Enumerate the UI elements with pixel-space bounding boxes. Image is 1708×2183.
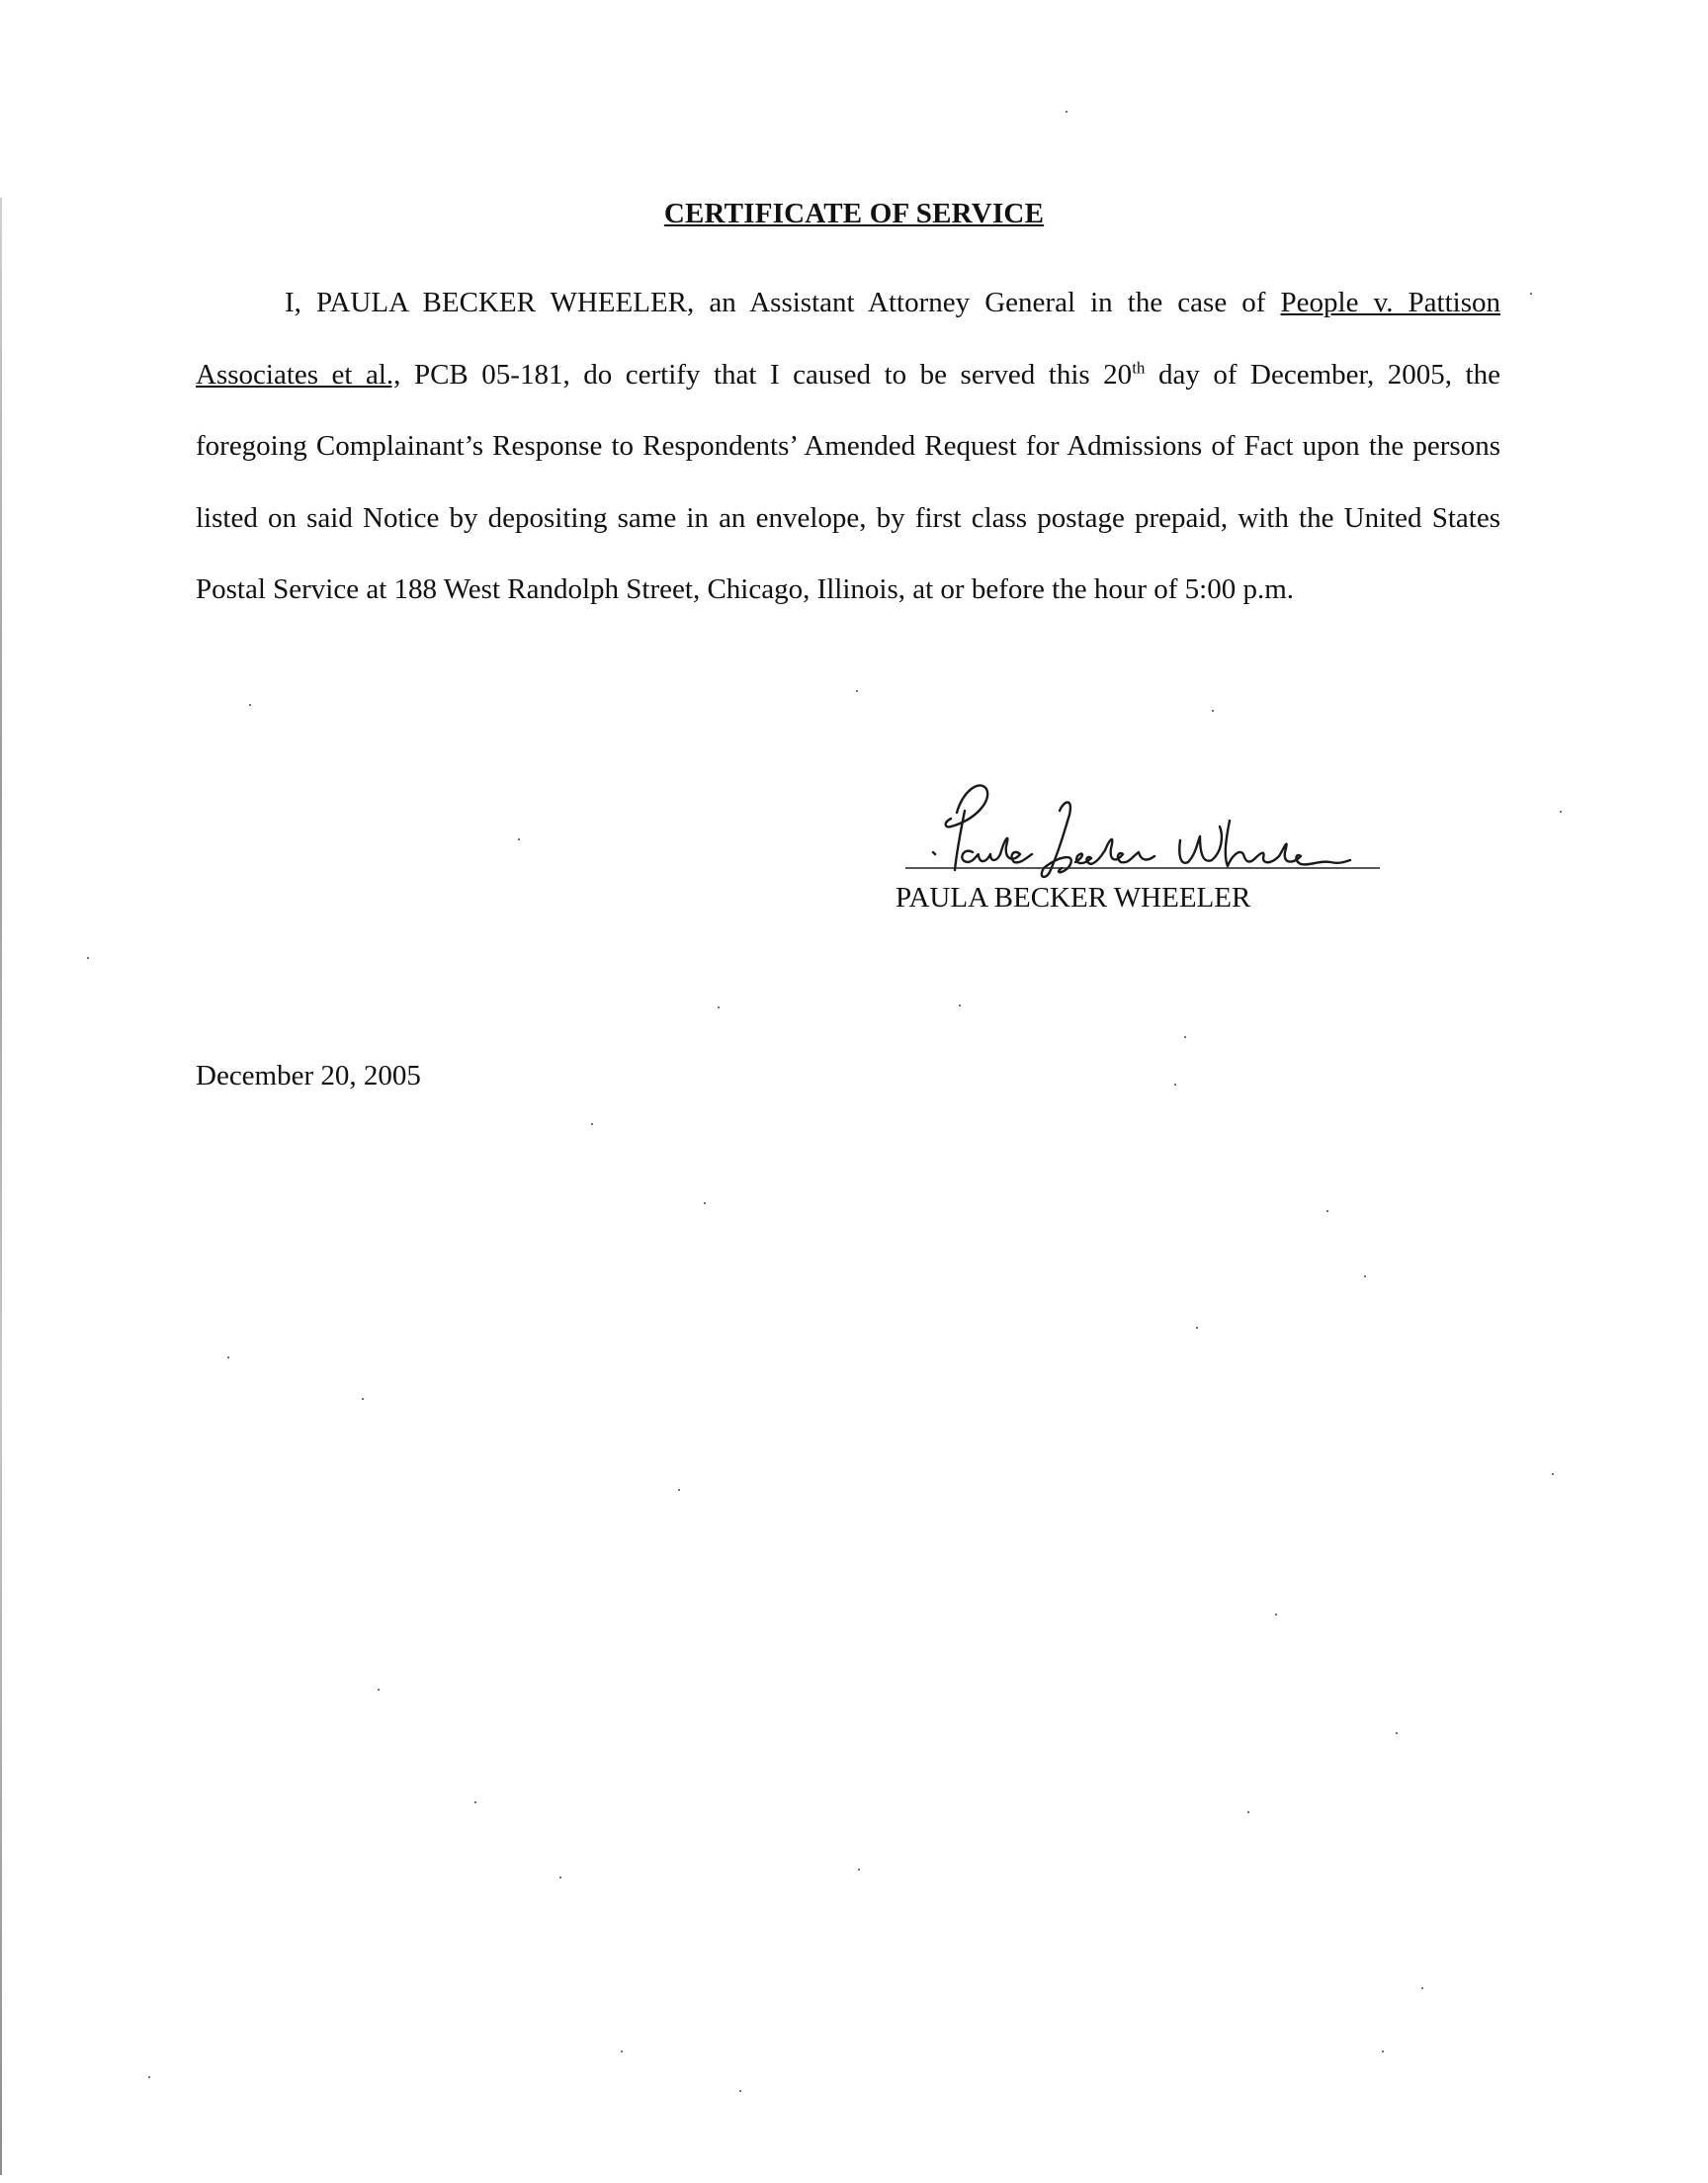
certificate-title: CERTIFICATE OF SERVICE (663, 198, 1045, 229)
scan-speck (591, 1123, 593, 1125)
case-name: People v. Pattison Associates et al., (196, 287, 1500, 391)
scan-speck (1552, 1473, 1554, 1475)
scan-speck (678, 1489, 680, 1491)
scan-speck (1421, 1987, 1423, 1989)
scan-speck (362, 1398, 364, 1400)
scan-speck (148, 2076, 150, 2078)
scan-speck (621, 2051, 623, 2052)
scan-speck (1560, 811, 1562, 813)
certificate-date: December 20, 2005 (196, 1060, 421, 1092)
scan-speck (856, 690, 858, 692)
scan-speck (858, 1869, 860, 1871)
scan-speck (249, 704, 251, 706)
scan-speck (959, 1004, 961, 1006)
scan-speck (1184, 1036, 1186, 1038)
paragraph-part-1: I, PAULA BECKER WHEELER, an Assistant Attorney General in the case of (285, 287, 1281, 318)
scan-speck (1066, 111, 1068, 113)
scan-speck (474, 1801, 476, 1803)
ordinal-suffix: th (1132, 357, 1146, 377)
scan-speck (378, 1689, 380, 1691)
scan-speck (704, 1202, 706, 1204)
scan-speck (1196, 1327, 1198, 1329)
scan-speck (1275, 1614, 1277, 1615)
scan-speck (1247, 1811, 1249, 1813)
scan-speck (227, 1356, 229, 1358)
scan-speck (1212, 710, 1214, 712)
scan-speck (518, 838, 520, 840)
signature-block (866, 771, 1419, 919)
scan-speck (1382, 2051, 1384, 2052)
signer-printed-name: PAULA BECKER WHEELER (896, 882, 1251, 914)
scan-speck (1174, 1084, 1176, 1086)
paragraph-part-3: day of December, 2005, the foregoing Complainant’s Response to Respondents’ Amended Request for Admissions of Fact upon the persons listed on said Notice by depositing same in an envelope, by first class postage prepaid, with the United States Postal Service at 188 West Randolph Street, Chicago, Illinois, at or before the hour of 5:00 p.m. (196, 358, 1500, 605)
scan-edge-artifact (0, 198, 2, 2175)
scan-speck (1396, 1732, 1398, 1734)
handwritten-signature (866, 771, 1419, 890)
scan-speck (559, 1877, 561, 1878)
paragraph-part-2: PCB 05-181, do certify that I caused to be served this 20 (400, 358, 1133, 391)
scan-speck (1364, 1275, 1366, 1277)
certificate-paragraph (196, 267, 1500, 626)
scan-speck (718, 1006, 720, 1008)
scan-speck (87, 957, 89, 959)
scan-speck (1530, 293, 1532, 295)
scan-speck (1326, 1210, 1328, 1212)
scan-speck (739, 2090, 741, 2092)
